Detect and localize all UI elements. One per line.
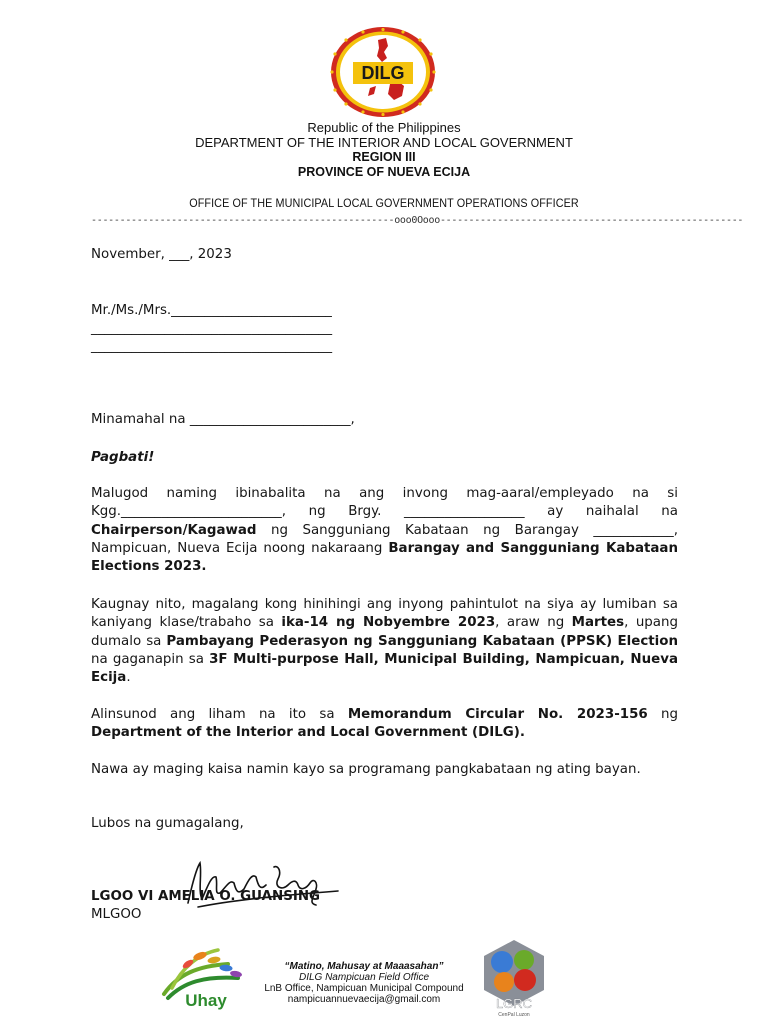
footer-address: LnB Office, Nampicuan Municipal Compound [264,983,464,994]
lgrc-wordmark: LGRC [495,996,533,1011]
office-title: OFFICE OF THE MUNICIPAL LOCAL GOVERNMENT OPERATIONS OFFICER [189,196,579,210]
header-republic: Republic of the Philippines [307,120,461,135]
header-separator: -----------------------------------------------------ooo0Oooo----------------------------------------------------- [91,215,744,226]
addressee-line-2: ____________________________________ [91,321,333,336]
uhay-logo [158,944,254,1012]
seal-acronym: DILG [361,63,405,83]
salutation: Minamahal na ________________________, [91,412,355,427]
paragraph-request: Kaugnay nito, magalang kong hinihingi ang inyong pahintulot na siya ay lumiban sa kaniyang klase/trabaho sa ika-14 ng Nobyembre 2023, araw ng Martes, upang dumalo sa Pambayang Pederasyon ng Sangguniang Kabataan (PPSK) Election na gaganapin sa 3F Multi-purpose Hall, Municipal Building, Nampicuan, Nueva Ecija. [91,597,678,686]
signature-scribble [178,855,348,917]
addressee-line-1: Mr./Ms./Mrs.________________________ [91,303,332,318]
paragraph-closing-wish: Nawa ay maging kaisa namin kayo sa programang pangkabataan ng ating bayan. [91,762,641,777]
header-department: DEPARTMENT OF THE INTERIOR AND LOCAL GOVERNMENT [195,135,573,150]
paragraph-announcement: Malugod naming ibinabalita na ang invong mag-aaral/empleyado na si Kgg.________________________, ng Brgy. __________________ ay naihalal na Chairperson/Kagawad ng Sangguniang Kabataan ng Barangay ____________, Nampicuan, Nueva Ecija noong nakaraang Barangay and Sangguniang Kabataan Elections 2023. [91,486,678,575]
uhay-wordmark: Uhay [185,991,227,1010]
footer-office: DILG Nampicuan Field Office [298,972,430,983]
header-region: REGION III [352,150,416,164]
dilg-seal-logo [330,26,436,118]
signatory-title: MLGOO [91,907,142,922]
letter-date: November, ___, 2023 [91,247,232,262]
closing-line: Lubos na gumagalang, [91,816,244,831]
greeting: Pagbati! [91,450,155,465]
lgrc-logo [478,938,550,1018]
addressee-line-3: ____________________________________ [91,339,333,354]
footer-motto: “Matino, Mahusay at Maaasahan” [284,961,444,972]
footer-email: nampicuannuevaecija@gmail.com [287,994,441,1005]
header-province: PROVINCE OF NUEVA ECIJA [297,165,471,179]
lgrc-subtitle: CenPal Luzon [498,1012,530,1018]
paragraph-memorandum: Alinsunod ang liham na ito sa Memorandum Circular No. 2023-156 ng Department of the Interior and Local Government (DILG). [91,707,678,741]
signatory-name: LGOO VI AMELIA O. GUANSING [91,889,321,904]
